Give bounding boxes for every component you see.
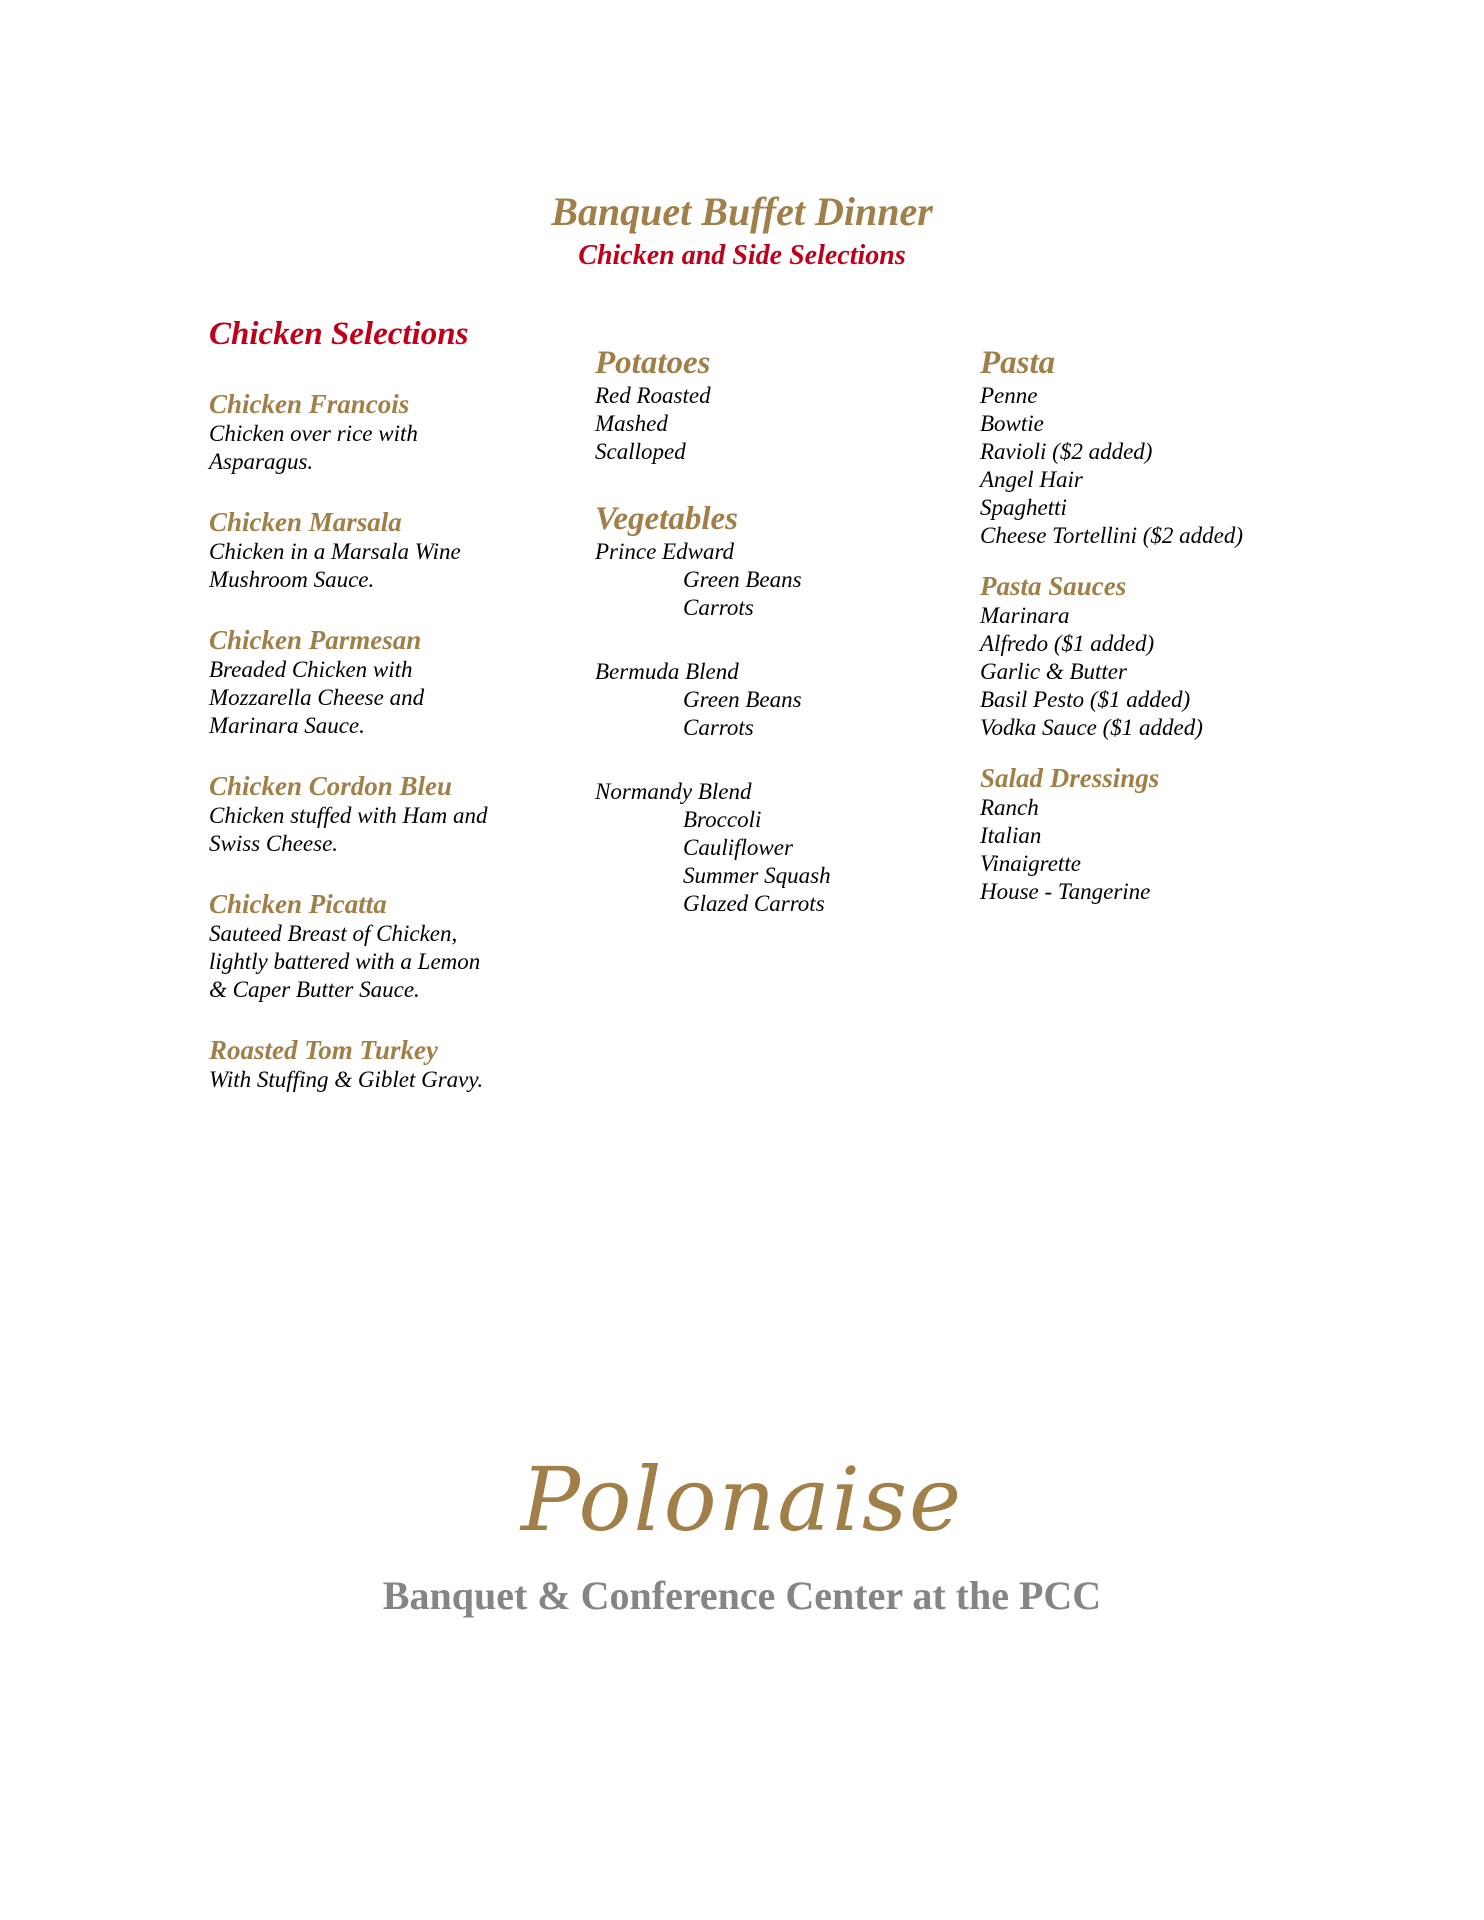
chicken-selections-heading: Chicken Selections [209, 316, 469, 352]
vegetables-section [595, 500, 935, 918]
desc-line: Swiss Cheese. [209, 831, 339, 856]
potatoes-section [595, 344, 935, 466]
item-description [209, 920, 539, 1004]
list-item: Mashed [595, 411, 668, 436]
menu-item-chicken-parmesan [209, 624, 539, 740]
pasta-column [980, 344, 1380, 926]
page-subtitle: Chicken and Side Selections [578, 240, 906, 271]
salad-dressings-section [980, 762, 1380, 906]
menu-item-chicken-francois [209, 388, 539, 476]
desc-line: Mushroom Sauce. [209, 567, 375, 592]
list-item: Basil Pesto ($1 added) [980, 687, 1191, 712]
chicken-selections-column [209, 314, 539, 1124]
pasta-sauces-list [980, 602, 1380, 742]
list-item: Cauliflower [683, 835, 793, 860]
list-item: Broccoli [683, 807, 762, 832]
list-item: Vinaigrette [980, 851, 1081, 876]
menu-item-chicken-marsala [209, 506, 539, 594]
item-description [209, 656, 539, 740]
desc-line: Marinara Sauce. [209, 713, 365, 738]
vegetables-heading: Vegetables [595, 501, 738, 537]
page-title: Banquet Buffet Dinner [551, 189, 933, 234]
item-name: Roasted Tom Turkey [209, 1035, 438, 1065]
list-item: Marinara [980, 603, 1070, 628]
salad-dressings-heading: Salad Dressings [980, 763, 1160, 793]
pasta-sauces-section [980, 570, 1380, 742]
list-item: Vodka Sauce ($1 added) [980, 715, 1203, 740]
list-item: Garlic & Butter [980, 659, 1127, 684]
list-item: Italian [980, 823, 1042, 848]
item-name: Chicken Marsala [209, 507, 402, 537]
list-item: Green Beans [683, 567, 802, 592]
menu-item-roasted-tom-turkey [209, 1034, 539, 1094]
desc-line: Sauteed Breast of Chicken, [209, 921, 458, 946]
list-item: Carrots [683, 595, 754, 620]
desc-line: Chicken in a Marsala Wine [209, 539, 461, 564]
item-name: Chicken Francois [209, 389, 410, 419]
sides-column [595, 344, 935, 954]
vegetable-blend-bermuda [595, 658, 935, 742]
pasta-list [980, 382, 1380, 550]
item-description [209, 538, 539, 594]
vegetable-blend-normandy [595, 778, 935, 918]
pasta-heading: Pasta [980, 345, 1056, 381]
list-item: Summer Squash [683, 863, 831, 888]
list-item: Scalloped [595, 439, 686, 464]
desc-line: Asparagus. [209, 449, 314, 474]
polonaise-logo: Polonaise [520, 1448, 964, 1551]
list-item: Red Roasted [595, 383, 711, 408]
vegetable-blend-prince-edward [595, 538, 935, 622]
desc-line: Chicken over rice with [209, 421, 418, 446]
list-item: Ranch [980, 795, 1039, 820]
list-item: Cheese Tortellini ($2 added) [980, 523, 1243, 548]
list-item: Glazed Carrots [683, 891, 825, 916]
blend-name: Prince Edward [595, 539, 735, 564]
pasta-sauces-heading: Pasta Sauces [980, 571, 1127, 601]
blend-name: Normandy Blend [595, 779, 752, 804]
pasta-section [980, 344, 1380, 550]
list-item: Carrots [683, 715, 754, 740]
menu-item-chicken-cordon-bleu [209, 770, 539, 858]
list-item: Bowtie [980, 411, 1044, 436]
potatoes-list [595, 382, 935, 466]
item-name: Chicken Cordon Bleu [209, 771, 453, 801]
desc-line: lightly battered with a Lemon [209, 949, 481, 974]
list-item: House - Tangerine [980, 879, 1151, 904]
list-item: Angel Hair [980, 467, 1083, 492]
desc-line: With Stuffing & Giblet Gravy. [209, 1067, 484, 1092]
menu-item-chicken-picatta [209, 888, 539, 1004]
list-item: Green Beans [683, 687, 802, 712]
list-item: Ravioli ($2 added) [980, 439, 1153, 464]
item-description [209, 1066, 539, 1094]
potatoes-heading: Potatoes [595, 345, 711, 381]
item-description [209, 802, 539, 858]
desc-line: & Caper Butter Sauce. [209, 977, 420, 1002]
list-item: Alfredo ($1 added) [980, 631, 1155, 656]
blend-name: Bermuda Blend [595, 659, 739, 684]
item-name: Chicken Parmesan [209, 625, 422, 655]
list-item: Penne [980, 383, 1038, 408]
desc-line: Chicken stuffed with Ham and [209, 803, 488, 828]
item-description [209, 420, 539, 476]
item-name: Chicken Picatta [209, 889, 387, 919]
venue-tagline: Banquet & Conference Center at the PCC [382, 1573, 1102, 1618]
desc-line: Breaded Chicken with [209, 657, 413, 682]
list-item: Spaghetti [980, 495, 1067, 520]
salad-dressings-list [980, 794, 1380, 906]
desc-line: Mozzarella Cheese and [209, 685, 425, 710]
